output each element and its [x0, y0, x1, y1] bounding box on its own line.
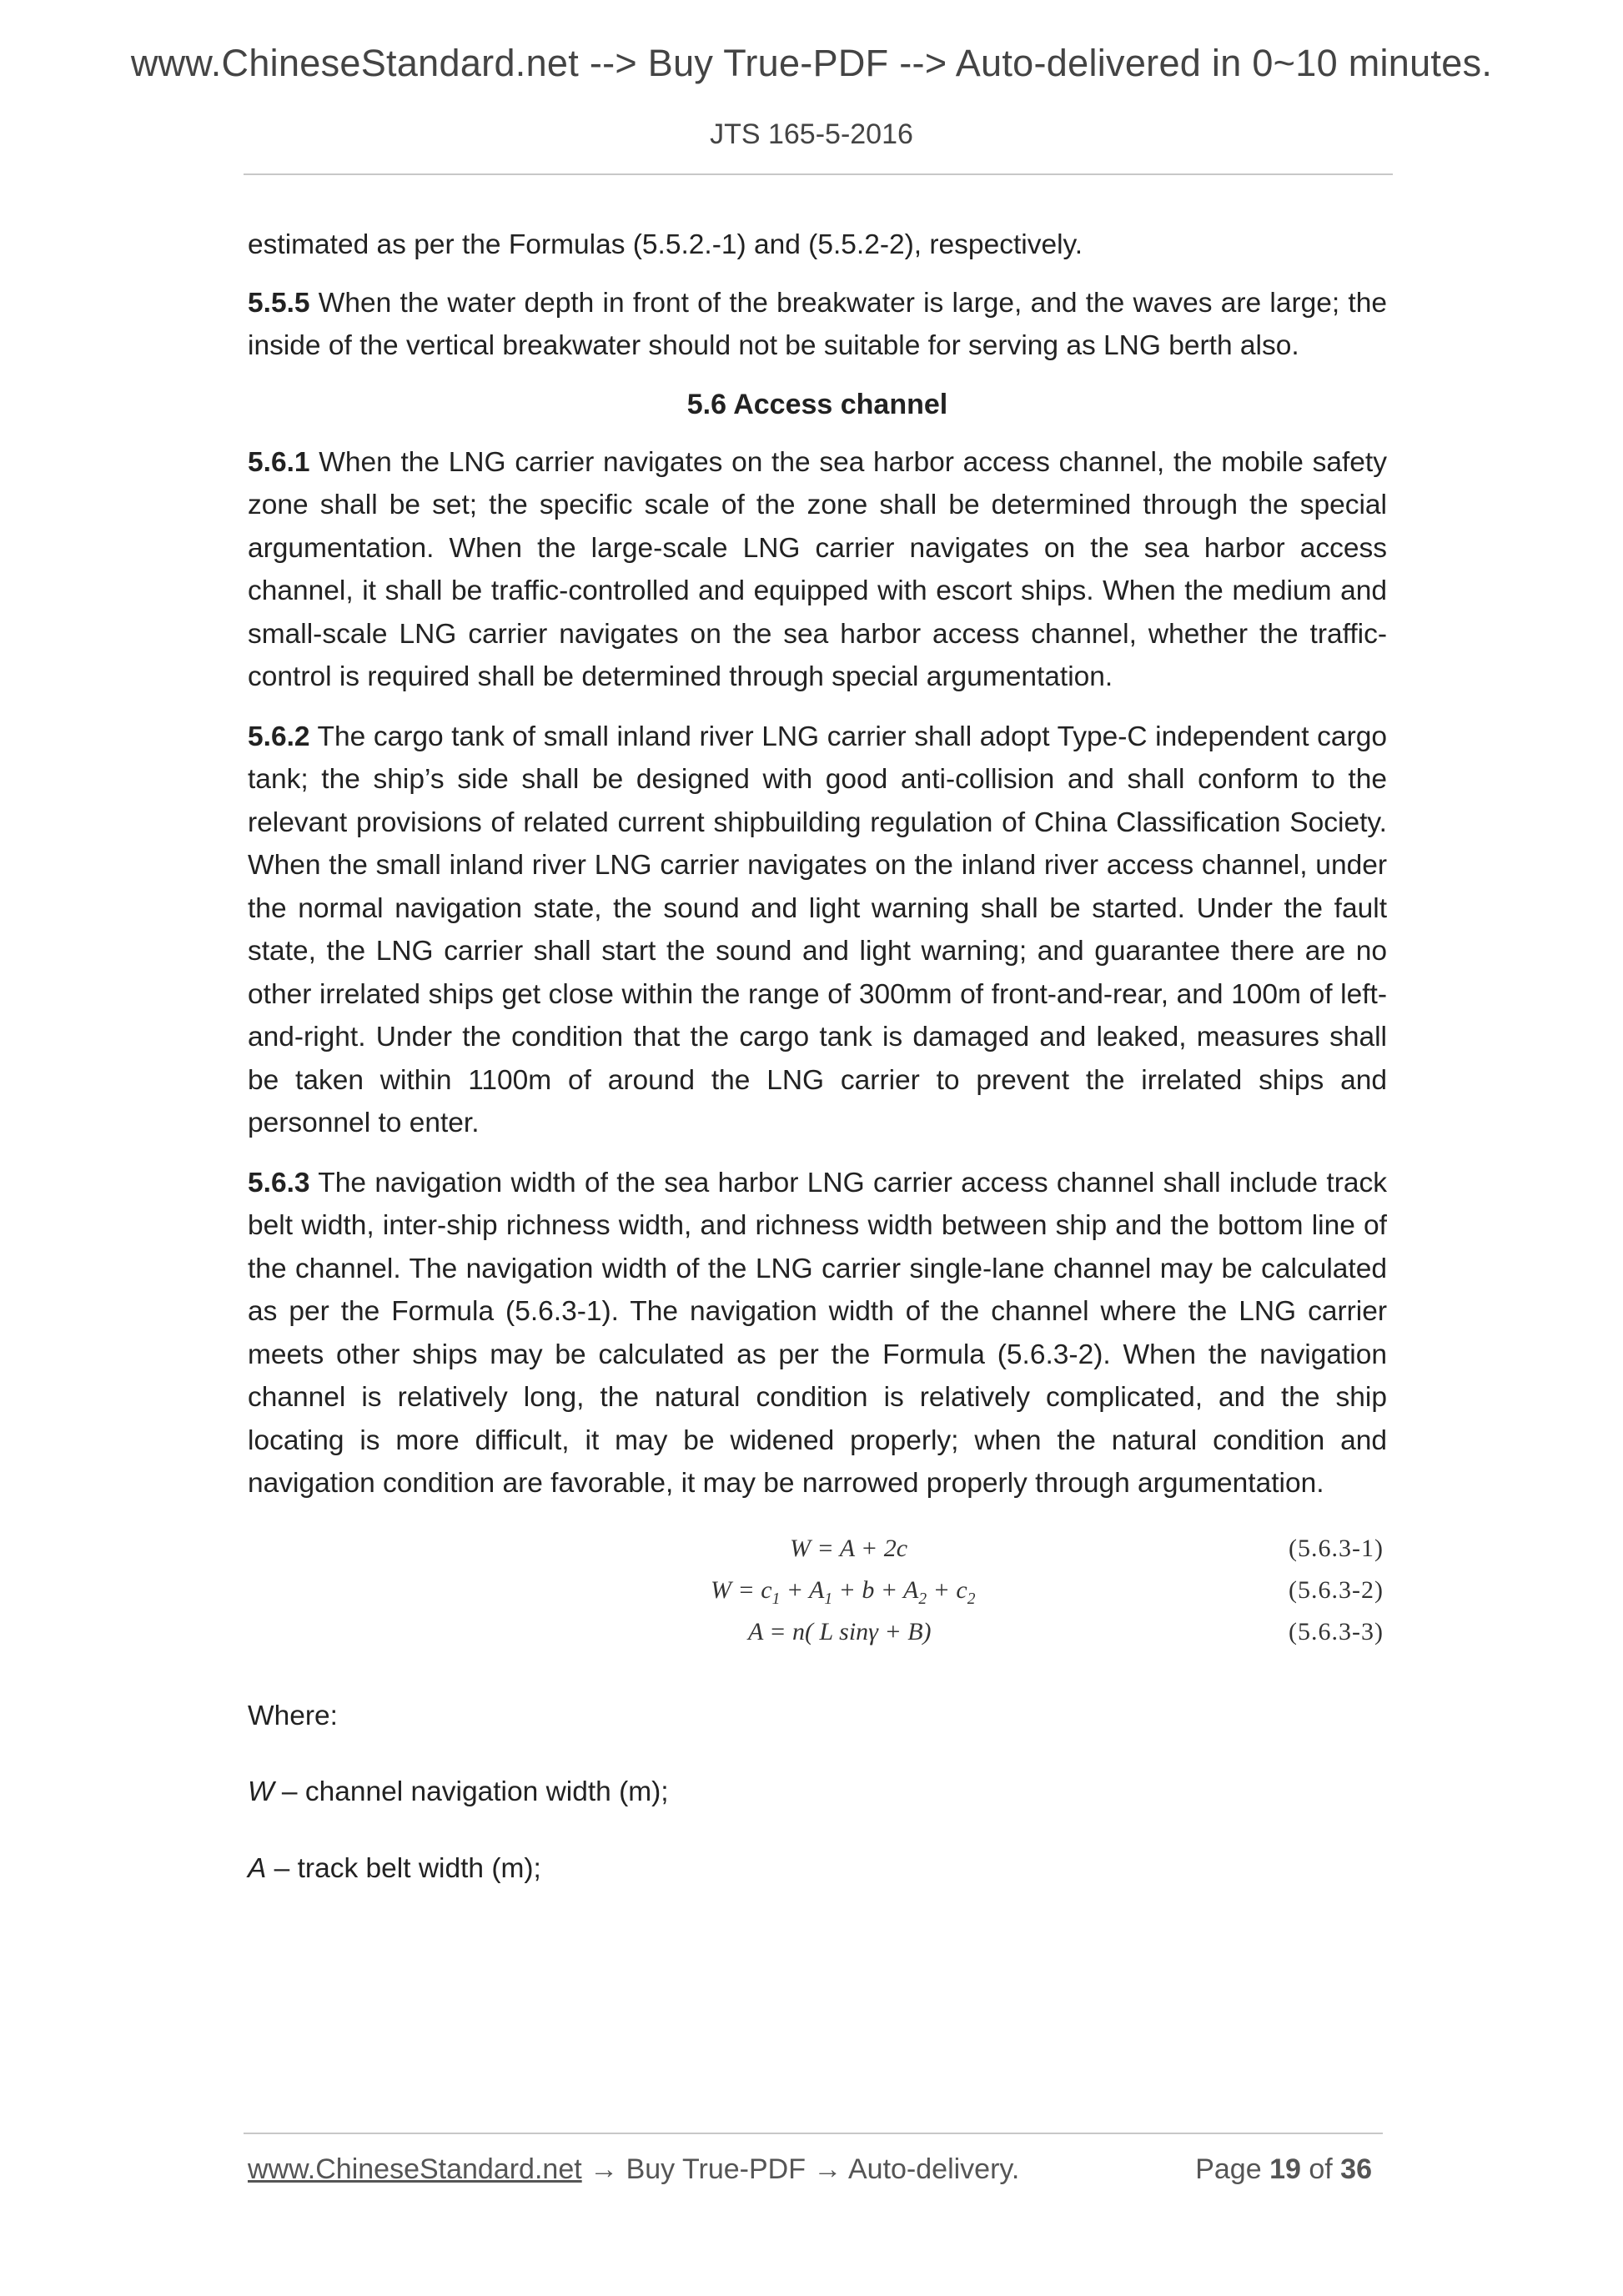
page-indicator: Page 19 of 36 — [1195, 2153, 1372, 2185]
formula-expression: W = A + 2c — [790, 1534, 908, 1562]
intro-paragraph: estimated as per the Formulas (5.5.2.-1) and (5.5.2-2), respectively. — [248, 229, 1083, 260]
formula-label: (5.6.3-3) — [1289, 1617, 1384, 1645]
variable-description: – channel navigation width (m); — [274, 1776, 669, 1807]
formula-row — [248, 1618, 1387, 1656]
header-divider — [244, 173, 1393, 175]
formula-block — [248, 1535, 1387, 1660]
site-banner: www.ChineseStandard.net --> Buy True-PDF --> Auto-delivered in 0~10 minutes. — [130, 42, 1493, 84]
total-pages: 36 — [1340, 2153, 1372, 2185]
clause-text: When the LNG carrier navigates on the sea harbor access channel, the mobile safety zone shall be set; the specific scale of the zone shall be determined through the special argumentation. When the large-scale LNG carrier navigates on the sea harbor access channel, it shall be traffic-controlled and equipped with escort ships. When the medium and small-scale LNG carrier navigates on the sea harbor access channel, whether the traffic-control is required shall be determined through special argumentation. — [248, 446, 1387, 692]
clause-number: 5.6.2 — [248, 721, 310, 752]
clause-text: The cargo tank of small inland river LNG carrier shall adopt Type-C independent cargo tank; the ship’s side shall be designed with good anti-collision and shall conform to the relevant provisions of related current shipbuilding regulation of China Classification Society. When the small inland river LNG carrier navigates on the inland river access channel, under the normal navigation state, the sound and light warning shall be started. Under the fault state, the LNG carrier shall start the sound and light warning; and guarantee there are no other irrelated ships get close within the range of 300mm of front-and-rear, and 100m of left-and-right. Under the condition that the cargo tank is damaged and leaked, measures shall be taken within 1100m of around the LNG carrier to prevent the irrelated ships and personnel to enter. — [248, 721, 1387, 1138]
clause-text: When the water depth in front of the breakwater is large, and the waves are large; the inside of the vertical breakwater should not be suitable for serving as LNG berth also. — [248, 287, 1387, 361]
section-heading: 5.6 Access channel — [686, 388, 948, 420]
variable-symbol: A — [248, 1852, 267, 1884]
formula-row — [248, 1535, 1387, 1573]
formula-row — [248, 1576, 1387, 1615]
variable-symbol: W — [248, 1776, 274, 1807]
formula-expression: $W = c_1 + A_1 + b + A_2 + c_2$ — [711, 1575, 976, 1608]
where-item-a — [248, 1847, 1387, 1891]
clause-5-6-2 — [248, 716, 1387, 1145]
clause-5-6-3 — [248, 1162, 1387, 1505]
page-content — [248, 224, 1387, 1890]
page-footer — [248, 2153, 1387, 2186]
footer-site-link[interactable]: www.ChineseStandard.net — [248, 2153, 582, 2185]
footer-divider — [244, 2133, 1383, 2134]
document-id: JTS 165-5-2016 — [710, 118, 913, 150]
clause-5-6-1 — [248, 441, 1387, 699]
formula-label: (5.6.3-2) — [1289, 1575, 1384, 1604]
formula-expression: A = n( L sinγ + B) — [748, 1617, 932, 1645]
footer-tagline: → Buy True-PDF → Auto-delivery. — [581, 2153, 1020, 2185]
current-page: 19 — [1269, 2153, 1301, 2185]
clause-number: 5.6.1 — [248, 446, 310, 478]
clause-5-5-5 — [248, 282, 1387, 368]
where-item-w — [248, 1771, 1387, 1814]
clause-number: 5.6.3 — [248, 1167, 310, 1198]
clause-number: 5.5.5 — [248, 287, 310, 319]
variable-description: – track belt width (m); — [266, 1852, 541, 1884]
formula-label: (5.6.3-1) — [1289, 1534, 1384, 1562]
clause-text: The navigation width of the sea harbor LNG carrier access channel shall include track belt width, inter-ship richness width, and richness width between ship and the bottom line of the channel. The navigation width of the LNG carrier single-lane channel may be calculated as per the Formula (5.6.3-1). The navigation width of the channel where the LNG carrier meets other ships may be calculated as per the Formula (5.6.3-2). When the navigation channel is relatively long, the natural condition is relatively complicated, and the ship locating is more difficult, it may be widened properly; when the natural condition and navigation condition are favorable, it may be narrowed properly through argumentation. — [248, 1167, 1387, 1499]
where-title: Where: — [248, 1700, 338, 1731]
